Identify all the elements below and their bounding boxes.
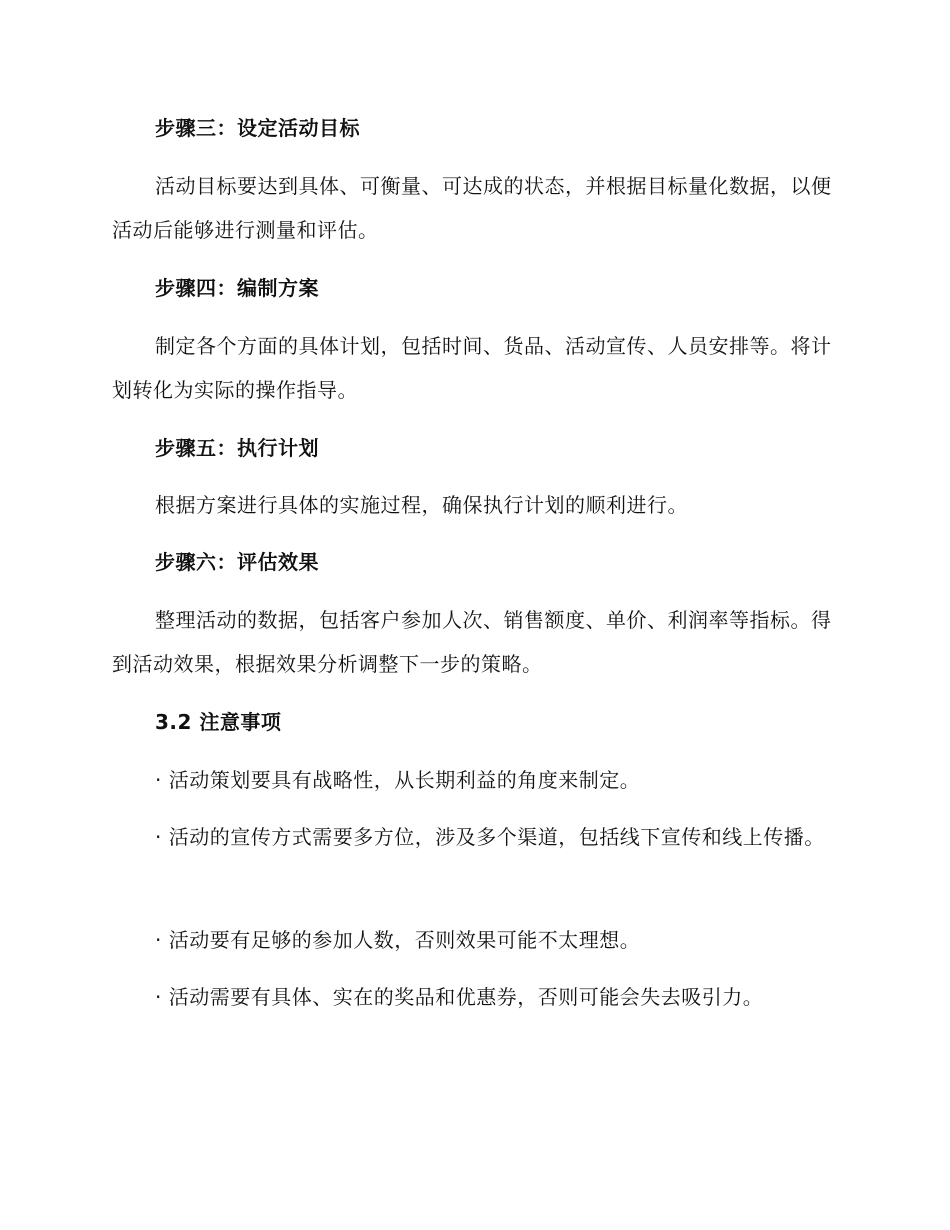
note-item: · 活动的宣传方式需要多方位，涉及多个渠道，包括线下宣传和线上传播。 <box>155 825 825 849</box>
step-five-heading: 步骤五：执行计划 <box>155 436 319 460</box>
step-three-text: 活动目标要达到具体、可衡量、可达成的状态，并根据目标量化数据，以便活动后能够进行测量和评估。 <box>112 174 832 242</box>
step-five-text: 根据方案进行具体的实施过程，确保执行计划的顺利进行。 <box>155 493 688 517</box>
step-four-text: 制定各个方面的具体计划，包括时间、货品、活动宣传、人员安排等。将计划转化为实际的操作指导。 <box>112 334 832 402</box>
note-item: · 活动要有足够的参加人数，否则效果可能不太理想。 <box>155 928 641 952</box>
note-item: · 活动策划要具有战略性，从长期利益的角度来制定。 <box>155 768 641 792</box>
step-six-text: 整理活动的数据，包括客户参加人次、销售额度、单价、利润率等指标。得到活动效果，根据效果分析调整下一步的策略。 <box>112 608 832 676</box>
note-item: · 活动需要有具体、实在的奖品和优惠券，否则可能会失去吸引力。 <box>155 985 764 1009</box>
step-six-heading: 步骤六：评估效果 <box>155 550 319 574</box>
notes-heading: 3.2 注意事项 <box>155 710 282 734</box>
step-three-heading: 步骤三：设定活动目标 <box>155 116 360 140</box>
step-four-heading: 步骤四：编制方案 <box>155 276 319 300</box>
